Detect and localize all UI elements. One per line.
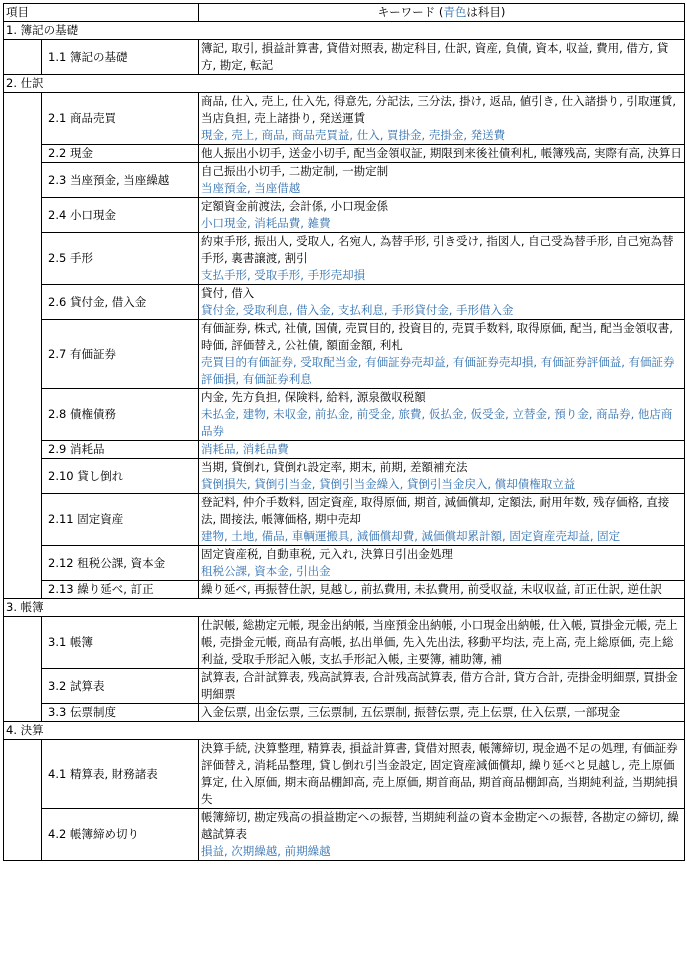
section-indent	[4, 740, 42, 861]
item-row	[4, 740, 685, 809]
section-title: 3. 帳簿	[4, 599, 685, 617]
section-indent	[4, 40, 42, 75]
item-label: 2.11 固定資産	[42, 494, 199, 546]
item-row	[4, 581, 685, 599]
item-label: 2.4 小口現金	[42, 198, 199, 233]
keyword-text: 約束手形, 振出人, 受取人, 名宛人, 為替手形, 引き受け, 指図人, 自己受為替手形, 自己宛為替手形, 裏書譲渡, 割引	[201, 234, 674, 265]
item-keywords	[199, 93, 685, 145]
item-row	[4, 145, 685, 163]
section-row	[4, 75, 685, 93]
keyword-text: 有価証券, 株式, 社債, 国債, 売買目的, 投資目的, 売買手数料, 取得原価, 配当, 配当金領収書, 時価, 評価替え, 公社債, 額面金額, 利札	[201, 321, 673, 352]
keyword-text: 仕訳帳, 総勘定元帳, 現金出納帳, 当座預金出納帳, 小口現金出納帳, 仕入帳, 買掛金元帳, 売上帳, 売掛金元帳, 商品有高帳, 払出単価, 先入先出法, 移動平均法, 売上高, 売上総原価, 売上総利益, 受取手形記入帳, 支払手形記入帳, 主要簿, 補助簿, 補	[201, 618, 678, 666]
item-row	[4, 494, 685, 546]
account-text: 売買目的有価証券, 受取配当金, 有価証券売却益, 有価証券売却損, 有価証券評価益, 有価証券評価損, 有価証券利息	[201, 355, 675, 386]
item-label: 2.6 貸付金, 借入金	[42, 285, 199, 320]
keyword-text: 帳簿締切, 勘定残高の損益勘定への振替, 当期純利益の資本金勘定への振替, 各勘定の締切, 繰越試算表	[201, 810, 679, 841]
account-text: 損益, 次期繰越, 前期繰越	[201, 844, 331, 858]
item-label: 4.1 精算表, 財務諸表	[42, 740, 199, 809]
keyword-text: 他人振出小切手, 送金小切手, 配当金領収証, 期限到来後社債利札, 帳簿残高, 実際有高, 決算日	[201, 146, 682, 160]
item-label: 1.1 簿記の基礎	[42, 40, 199, 75]
item-label: 2.2 現金	[42, 145, 199, 163]
section-title: 2. 仕訳	[4, 75, 685, 93]
section-title: 1. 簿記の基礎	[4, 22, 685, 40]
item-row	[4, 93, 685, 145]
item-row	[4, 389, 685, 441]
item-keywords	[199, 441, 685, 459]
section-row	[4, 722, 685, 740]
item-row	[4, 198, 685, 233]
item-keywords	[199, 320, 685, 389]
item-keywords	[199, 459, 685, 494]
item-keywords	[199, 617, 685, 669]
item-row	[4, 40, 685, 75]
keyword-text: 固定資産税, 自動車税, 元入れ, 決算日引出金処理	[201, 547, 453, 561]
account-text: 貸倒損失, 貸倒引当金, 貸倒引当金繰入, 貸倒引当金戻入, 償却債権取立益	[201, 477, 576, 491]
header-keyword-prefix: キーワード (	[377, 5, 444, 19]
item-keywords	[199, 809, 685, 861]
keyword-text: 入金伝票, 出金伝票, 三伝票制, 五伝票制, 振替伝票, 売上伝票, 仕入伝票, 一部現金	[201, 705, 621, 719]
item-label: 2.13 繰り延べ, 訂正	[42, 581, 199, 599]
header-keyword-suffix: は科目)	[466, 5, 506, 19]
keyword-text: 自己振出小切手, 二勘定制, 一勘定制	[201, 164, 389, 178]
item-keywords	[199, 546, 685, 581]
item-keywords	[199, 389, 685, 441]
account-text: 小口現金, 消耗品費, 雑費	[201, 216, 331, 230]
item-row	[4, 441, 685, 459]
item-label: 3.3 伝票制度	[42, 704, 199, 722]
item-label: 2.5 手形	[42, 233, 199, 285]
item-row	[4, 285, 685, 320]
account-text: 未払金, 建物, 未収金, 前払金, 前受金, 旅費, 仮払金, 仮受金, 立替金, 預り金, 商品券, 他店商品券	[201, 407, 673, 438]
account-text: 現金, 売上, 商品, 商品売買益, 仕入, 買掛金, 売掛金, 発送費	[201, 128, 506, 142]
section-title: 4. 決算	[4, 722, 685, 740]
section-row	[4, 22, 685, 40]
section-indent	[4, 617, 42, 722]
header-keyword	[199, 4, 685, 22]
item-label: 2.10 貸し倒れ	[42, 459, 199, 494]
header-item: 項目	[4, 4, 199, 22]
header-row	[4, 4, 685, 22]
item-keywords	[199, 163, 685, 198]
account-text: 建物, 土地, 備品, 車輌運搬具, 減価償却費, 減価償却累計額, 固定資産売却益, 固定	[201, 529, 621, 543]
item-label: 2.7 有価証券	[42, 320, 199, 389]
keyword-text: 試算表, 合計試算表, 残高試算表, 合計残高試算表, 借方合計, 貸方合計, 売掛金明細票, 買掛金明細票	[201, 670, 678, 701]
item-keywords	[199, 285, 685, 320]
keyword-text: 定額資金前渡法, 会計係, 小口現金係	[201, 199, 389, 213]
item-row	[4, 704, 685, 722]
item-keywords	[199, 704, 685, 722]
keyword-text: 繰り延べ, 再振替仕訳, 見越し, 前払費用, 未払費用, 前受収益, 未収収益, 訂正仕訳, 逆仕訳	[201, 582, 662, 596]
keyword-text: 内金, 先方負担, 保険料, 給料, 源泉徴収税額	[201, 390, 426, 404]
item-row	[4, 459, 685, 494]
item-keywords	[199, 145, 685, 163]
item-label: 2.9 消耗品	[42, 441, 199, 459]
item-row	[4, 669, 685, 704]
section-row	[4, 599, 685, 617]
keyword-text: 簿記, 取引, 損益計算書, 貸借対照表, 勘定科目, 仕訳, 資産, 負債, 資本, 収益, 費用, 借方, 貸方, 勘定, 転記	[201, 41, 669, 72]
keyword-text: 貸付, 借入	[201, 286, 255, 300]
item-label: 2.12 租税公課, 資本金	[42, 546, 199, 581]
keyword-text: 登記料, 仲介手数料, 固定資産, 取得原価, 期首, 減価償却, 定額法, 耐用年数, 残存価格, 直接法, 間接法, 帳簿価格, 期中売却	[201, 495, 670, 526]
account-text: 貸付金, 受取利息, 借入金, 支払利息, 手形貸付金, 手形借入金	[201, 303, 514, 317]
keyword-table-body	[4, 4, 685, 861]
item-keywords	[199, 233, 685, 285]
item-row	[4, 546, 685, 581]
item-row	[4, 617, 685, 669]
item-label: 3.1 帳簿	[42, 617, 199, 669]
item-row	[4, 163, 685, 198]
item-keywords	[199, 494, 685, 546]
item-row	[4, 233, 685, 285]
account-text: 消耗品, 消耗品費	[201, 442, 289, 456]
keyword-text: 商品, 仕入, 売上, 仕入先, 得意先, 分記法, 三分法, 掛け, 返品, 値引き, 仕入諸掛り, 引取運賃, 当店負担, 売上諸掛り, 発送運賃	[201, 94, 677, 125]
keyword-text: 当期, 貸倒れ, 貸倒れ設定率, 期末, 前期, 差額補充法	[201, 460, 468, 474]
item-keywords	[199, 581, 685, 599]
section-indent	[4, 93, 42, 599]
item-label: 2.8 債権債務	[42, 389, 199, 441]
item-row	[4, 320, 685, 389]
item-label: 2.1 商品売買	[42, 93, 199, 145]
item-label: 3.2 試算表	[42, 669, 199, 704]
header-keyword-blue: 青色	[443, 5, 467, 19]
keyword-table	[3, 3, 685, 861]
item-keywords	[199, 198, 685, 233]
account-text: 支払手形, 受取手形, 手形売却損	[201, 268, 366, 282]
item-keywords	[199, 669, 685, 704]
account-text: 租税公課, 資本金, 引出金	[201, 564, 331, 578]
item-row	[4, 809, 685, 861]
item-label: 2.3 当座預金, 当座繰越	[42, 163, 199, 198]
item-label: 4.2 帳簿締め切り	[42, 809, 199, 861]
item-keywords	[199, 40, 685, 75]
account-text: 当座預金, 当座借越	[201, 181, 301, 195]
item-keywords	[199, 740, 685, 809]
keyword-text: 決算手続, 決算整理, 精算表, 損益計算書, 貸借対照表, 帳簿締切, 現金過不足の処理, 有価証券評価替え, 消耗品整理, 貸し倒れ引当金設定, 固定資産減価償却, 繰り延べと見越し, 売上原価算定, 仕入原価, 期末商品棚卸高, 売上原価, 期首商品, 期首商品棚卸高, 当期純利益, 当期純損失	[201, 741, 678, 806]
